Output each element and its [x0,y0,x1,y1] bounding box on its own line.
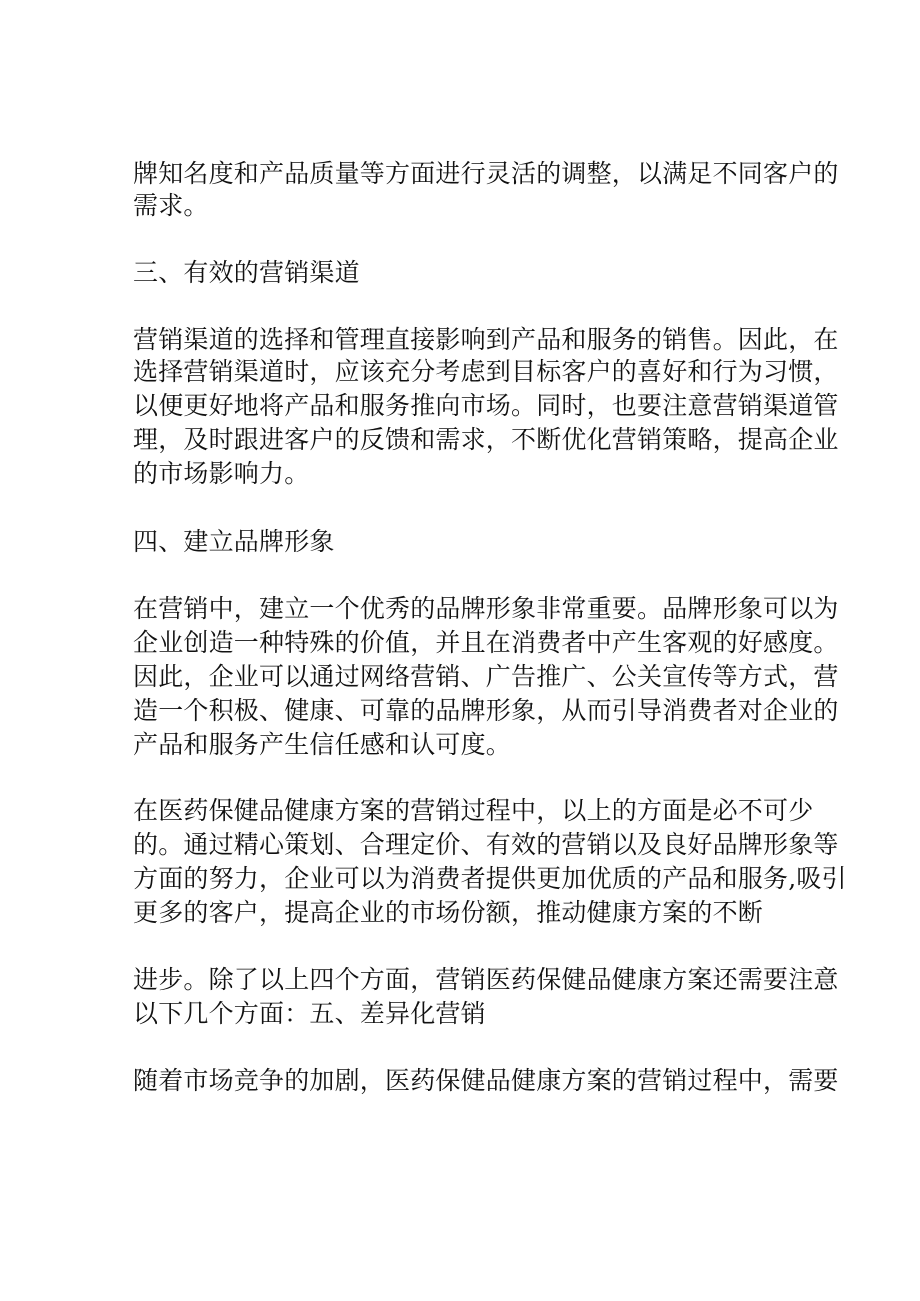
text-line: 以下几个方面：五、差异化营销 [133,999,486,1028]
text-line: 在营销中，建立一个优秀的品牌形象非常重要。品牌形象可以为 [133,594,839,623]
text-line: 因此，企业可以通过网络营销、广告推广、公关宣传等方式，营 [133,662,839,691]
text-line: 牌知名度和产品质量等方面进行灵活的调整，以满足不同客户的 [133,159,839,188]
text-line: 选择营销渠道时，应该充分考虑到目标客户的喜好和行为习惯， [133,357,839,386]
text-line: 以便更好地将产品和服务推向市场。同时，也要注意营销渠道管 [133,391,839,420]
text-line: 需求。 [133,191,209,220]
text-line: 随着市场竞争的加剧，医药保健品健康方案的营销过程中，需要 [133,1066,839,1095]
section-heading: 四、建立品牌形象 [133,527,335,556]
text-line: 营销渠道的选择和管理直接影响到产品和服务的销售。因此，在 [133,325,839,354]
text-line: 的。通过精心策划、合理定价、有效的营销以及良好品牌形象等 [133,830,839,859]
text-line: 造一个积极、健康、可靠的品牌形象，从而引导消费者对企业的 [133,696,839,725]
text-line: 的市场影响力。 [133,459,310,488]
text-line: 进步。除了以上四个方面，营销医药保健品健康方案还需要注意 [133,965,839,994]
text-line: 产品和服务产生信任感和认可度。 [133,730,512,759]
text-line: 方面的努力，企业可以为消费者提供更加优质的产品和服务,吸引 [133,864,847,893]
text-line: 理，及时跟进客户的反馈和需求，不断优化营销策略，提高企业 [133,425,839,454]
text-line: 在医药保健品健康方案的营销过程中，以上的方面是必不可少 [133,796,814,825]
text-line: 企业创造一种特殊的价值，并且在消费者中产生客观的好感度。 [133,628,839,657]
section-heading: 三、有效的营销渠道 [133,258,360,287]
text-line: 更多的客户，提高企业的市场份额，推动健康方案的不断 [133,898,764,927]
